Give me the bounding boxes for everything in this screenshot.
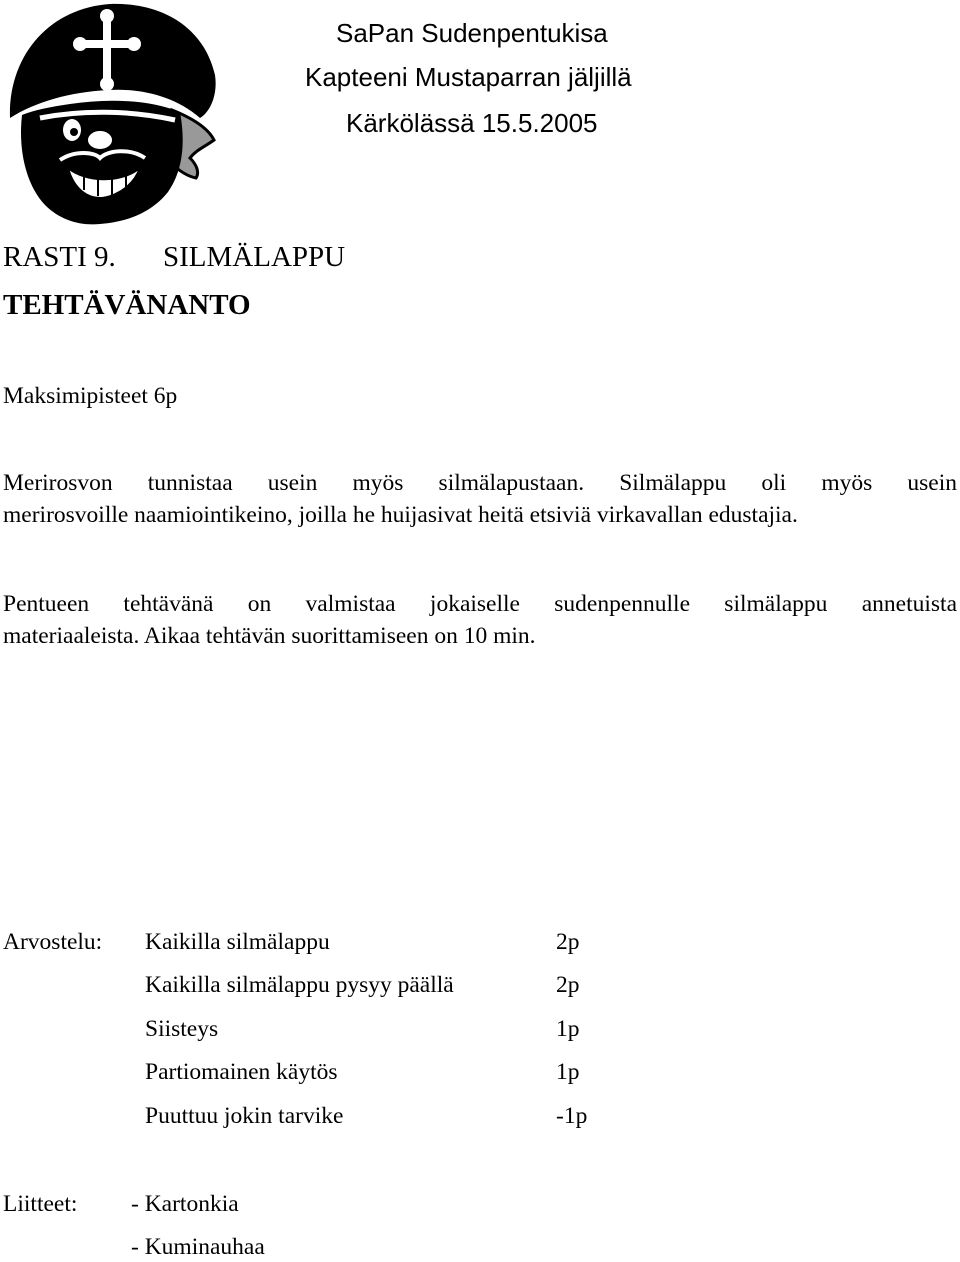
paragraph-2-line-1: Pentueen tehtävänä on valmistaa jokaiselle sudenpennulle silmälappu annetuista (3, 591, 957, 617)
paragraph-1-line-1: Merirosvon tunnistaa usein myös silmälapustaan. Silmälappu oli myös usein (3, 470, 957, 496)
paragraph-2-line-2: materiaaleista. Aikaa tehtävän suorittamiseen on 10 min. (3, 623, 536, 649)
scoring-criterion: Kaikilla silmälappu (145, 929, 330, 955)
attachment-item: - Kartonkia (131, 1191, 239, 1217)
scoring-label: Arvostelu: (3, 929, 103, 955)
scoring-criterion: Kaikilla silmälappu pysyy päällä (145, 972, 454, 998)
attachment-item: - Kuminauhaa (131, 1234, 265, 1260)
scoring-points: 1p (556, 1016, 580, 1042)
scoring-points: -1p (556, 1103, 588, 1129)
scoring-criterion: Partiomainen käytös (145, 1059, 338, 1085)
pirate-captain-icon (0, 0, 225, 228)
scoring-criterion: Puuttuu jokin tarvike (145, 1103, 344, 1129)
scoring-points: 2p (556, 929, 580, 955)
header-line-3: Kärkölässä 15.5.2005 (346, 108, 598, 138)
attachments-label: Liitteet: (3, 1191, 78, 1217)
paragraph-1-line-2: merirosvoille naamiointikeino, joilla he huijasivat heitä etsiviä virkavallan edustajia. (3, 502, 798, 528)
scoring-points: 2p (556, 972, 580, 998)
max-points: Maksimipisteet 6p (3, 383, 178, 409)
scoring-points: 1p (556, 1059, 580, 1085)
header-line-1: SaPan Sudenpentukisa (336, 18, 608, 48)
task-heading: TEHTÄVÄNANTO (3, 289, 251, 321)
station-number: RASTI 9. (3, 241, 116, 273)
header-line-2: Kapteeni Mustaparran jäljillä (305, 62, 632, 92)
station-name: SILMÄLAPPU (163, 241, 346, 273)
scoring-criterion: Siisteys (145, 1016, 219, 1042)
